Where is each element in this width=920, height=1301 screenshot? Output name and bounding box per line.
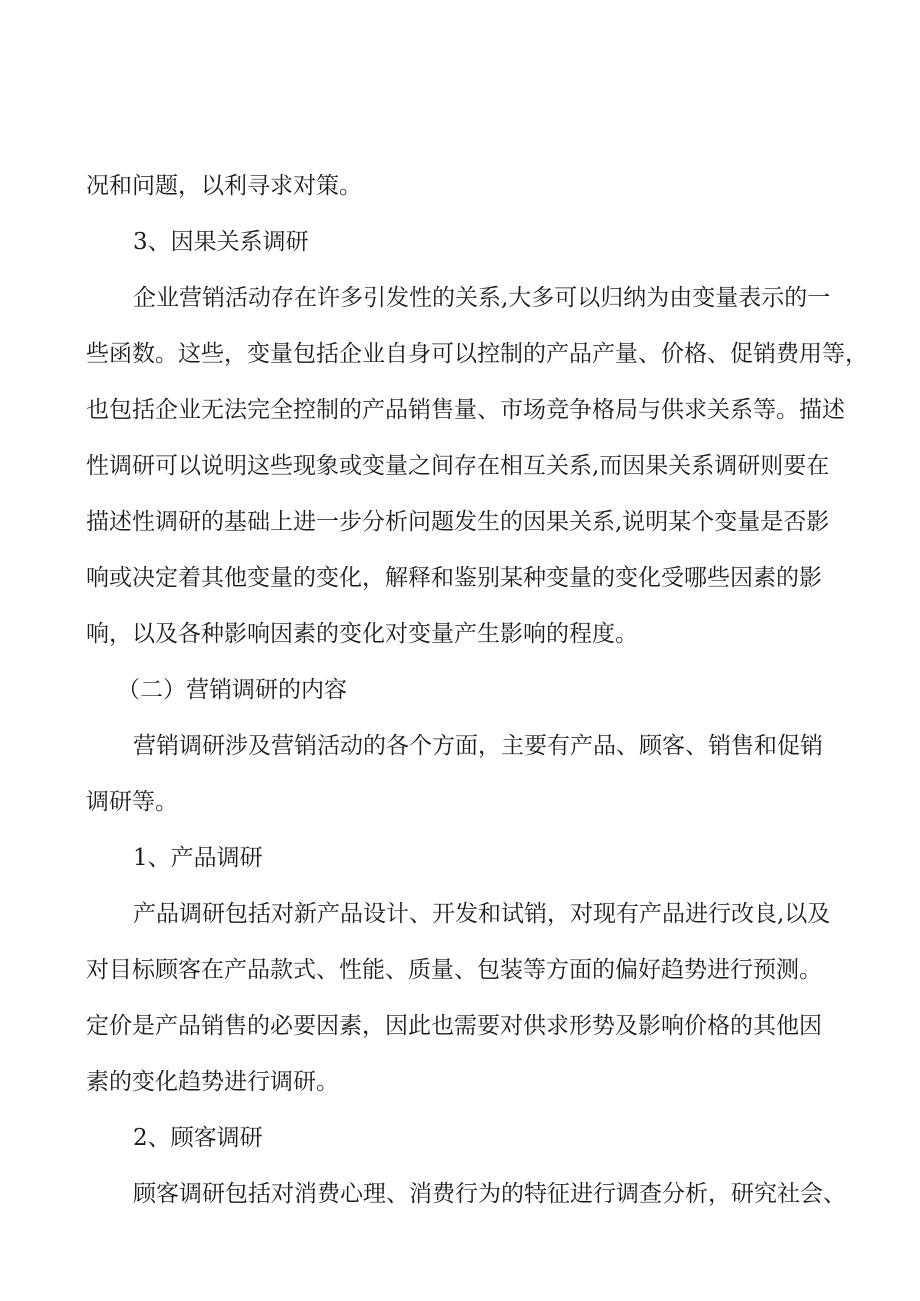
text-line: 响或决定着其他变量的变化，解释和鉴别某种变量的变化受哪些因素的影 xyxy=(86,565,822,591)
text-line: 素的变化趋势进行调研。 xyxy=(86,1069,339,1095)
section-heading: 1、产品调研 xyxy=(133,845,263,871)
text-line: 营销调研涉及营销活动的各个方面，主要有产品、顾客、销售和促销 xyxy=(133,733,823,759)
section-heading: （二）营销调研的内容 xyxy=(117,677,347,703)
text-line: 也包括企业无法完全控制的产品销售量、市场竞争格局与供求关系等。描述 xyxy=(86,397,845,423)
text-line: 企业营销活动存在许多引发性的关系,大多可以归纳为由变量表示的一 xyxy=(133,285,831,311)
text-line: 对目标顾客在产品款式、性能、质量、包装等方面的偏好趋势进行预测。 xyxy=(86,957,822,983)
text-line: 描述性调研的基础上进一步分析问题发生的因果关系,说明某个变量是否影 xyxy=(86,509,830,535)
text-line: 调研等。 xyxy=(86,789,178,815)
text-line: 产品调研包括对新产品设计、开发和试销，对现有产品进行改良,以及 xyxy=(133,901,831,927)
section-heading: 3、因果关系调研 xyxy=(133,229,309,255)
text-line: 顾客调研包括对消费心理、消费行为的特征进行调查分析，研究社会、 xyxy=(133,1181,846,1207)
text-line: 况和问题，以利寻求对策。 xyxy=(86,173,362,199)
text-line: 性调研可以说明这些现象或变量之间存在相互关系,而因果关系调研则要在 xyxy=(86,453,830,479)
section-heading: 2、顾客调研 xyxy=(133,1125,263,1151)
text-line: 些函数。这些，变量包括企业自身可以控制的产品产量、价格、促销费用等， xyxy=(86,341,868,367)
text-line: 定价是产品销售的必要因素，因此也需要对供求形势及影响价格的其他因 xyxy=(86,1013,822,1039)
text-line: 响，以及各种影响因素的变化对变量产生影响的程度。 xyxy=(86,621,638,647)
